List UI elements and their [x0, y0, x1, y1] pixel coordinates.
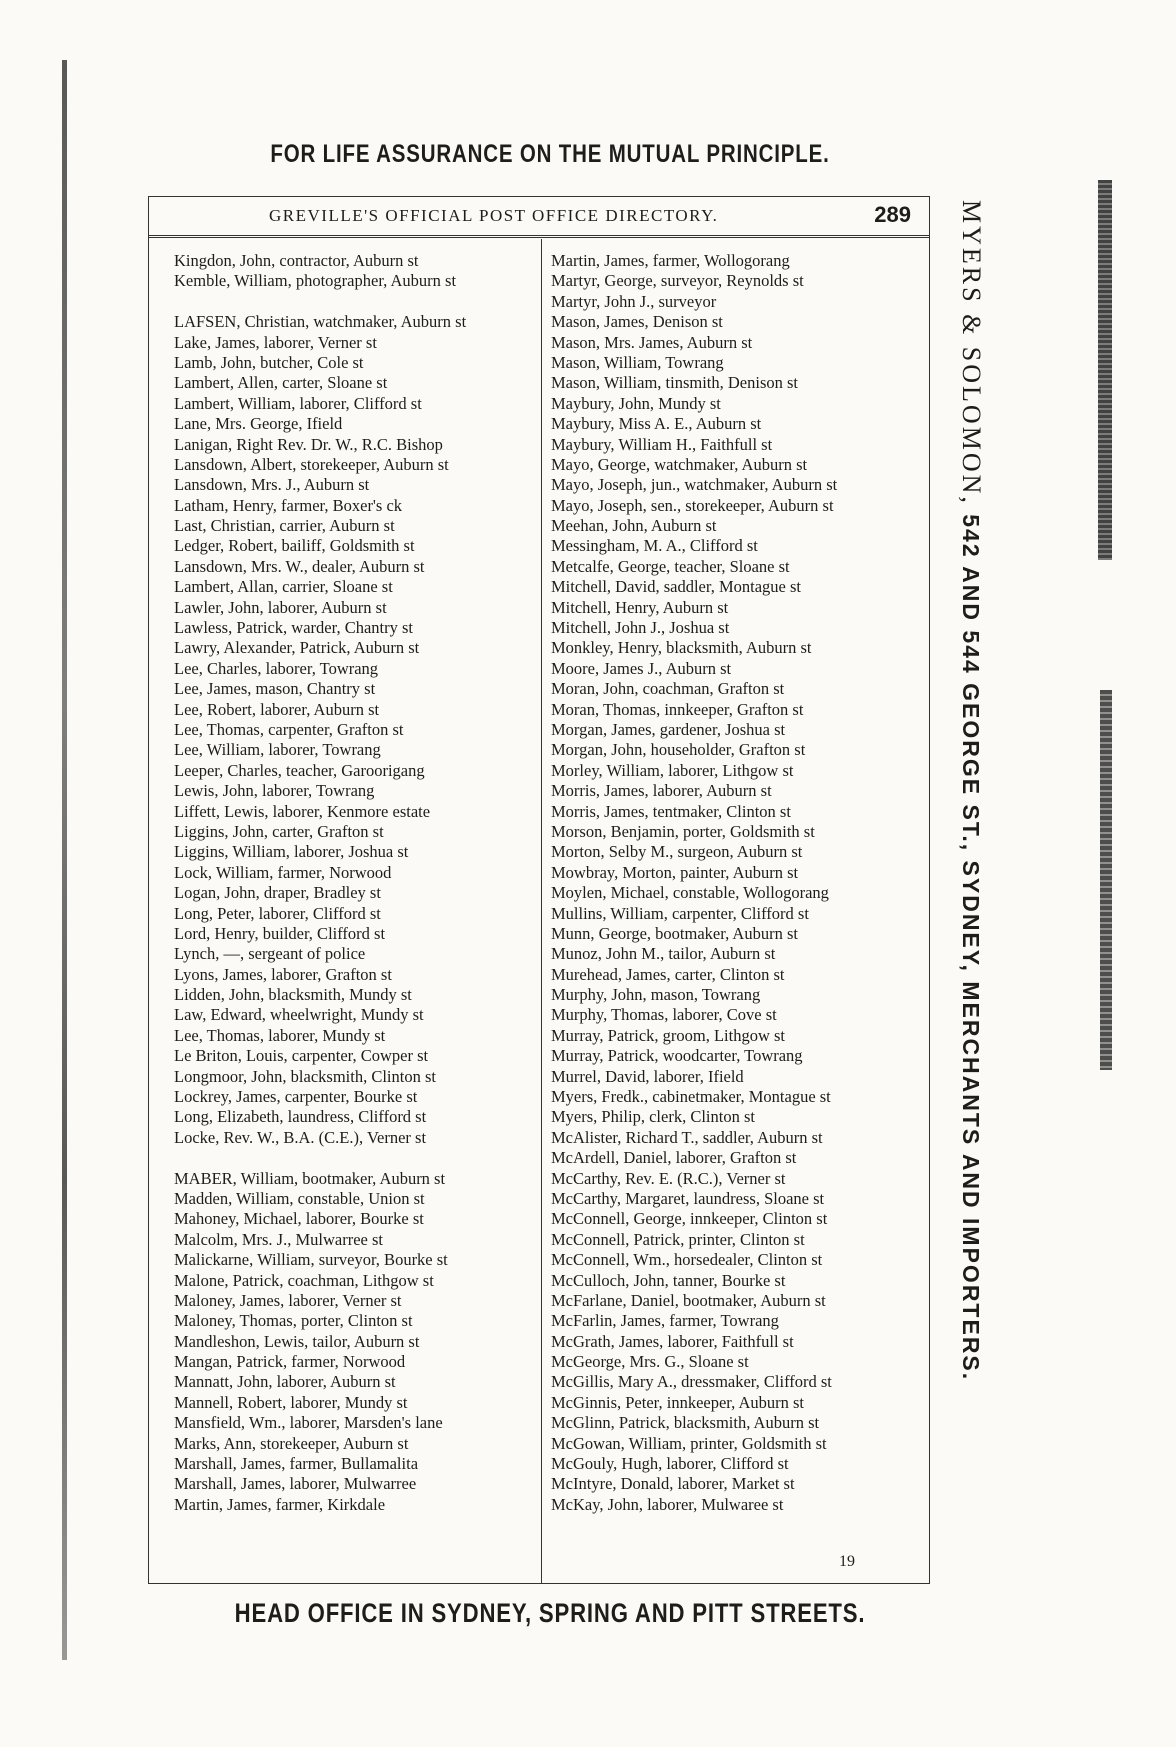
- directory-entry: Murphy, John, mason, Towrang: [551, 985, 761, 1005]
- directory-entry: Martyr, John J., surveyor: [551, 291, 717, 311]
- directory-entry: Lidden, John, blacksmith, Mundy st: [174, 985, 412, 1005]
- directory-entry: Mandleshon, Lewis, tailor, Auburn st: [174, 1331, 420, 1351]
- directory-entry: McGeorge, Mrs. G., Sloane st: [551, 1352, 749, 1372]
- directory-entry: McGowan, William, printer, Goldsmith st: [551, 1433, 827, 1453]
- directory-entry: Lansdown, Albert, storekeeper, Auburn st: [174, 454, 449, 474]
- page-number: 289: [874, 202, 911, 227]
- side-advertisement: [950, 200, 986, 1580]
- directory-entry: Lynch, —, sergeant of police: [174, 944, 366, 964]
- directory-entry: Lock, William, farmer, Norwood: [174, 862, 392, 882]
- directory-entry: Mayo, Joseph, sen., storekeeper, Auburn st: [551, 495, 834, 515]
- directory-entry: Maloney, James, laborer, Verner st: [174, 1290, 402, 1310]
- directory-entry: Mannell, Robert, laborer, Mundy st: [174, 1392, 408, 1412]
- directory-entry: Lambert, Allan, carrier, Sloane st: [174, 577, 393, 597]
- directory-entry: McGinnis, Peter, innkeeper, Auburn st: [551, 1392, 805, 1412]
- directory-entry: Martin, James, farmer, Wollogorang: [551, 251, 790, 270]
- directory-entry: McCulloch, John, tanner, Bourke st: [551, 1270, 786, 1290]
- directory-entry: Mason, William, tinsmith, Denison st: [551, 373, 798, 393]
- directory-entry: McGrath, James, laborer, Faithfull st: [551, 1331, 794, 1351]
- directory-entry: McGillis, Mary A., dressmaker, Clifford st: [551, 1372, 832, 1392]
- directory-entry: Lawler, John, laborer, Auburn st: [174, 597, 387, 617]
- directory-entry: Moore, James J., Auburn st: [551, 658, 732, 678]
- directory-entry: Maybury, John, Mundy st: [551, 393, 721, 413]
- directory-entry: Lansdown, Mrs. J., Auburn st: [174, 475, 370, 495]
- directory-entry: Morris, James, tentmaker, Clinton st: [551, 801, 791, 821]
- directory-page: [148, 196, 930, 1584]
- directory-entry: Mitchell, Henry, Auburn st: [551, 597, 729, 617]
- directory-entry: Lambert, William, laborer, Clifford st: [174, 393, 422, 413]
- directory-entry: Metcalfe, George, teacher, Sloane st: [551, 556, 790, 576]
- directory-entry: Lamb, John, butcher, Cole st: [174, 352, 364, 372]
- directory-entry: McConnell, George, innkeeper, Clinton st: [551, 1209, 828, 1229]
- directory-entry: Mansfield, Wm., laborer, Marsden's lane: [174, 1413, 443, 1433]
- directory-entry: Munoz, John M., tailor, Auburn st: [551, 944, 776, 964]
- directory-entry: McConnell, Patrick, printer, Clinton st: [551, 1229, 805, 1249]
- directory-entry: Law, Edward, wheelwright, Mundy st: [174, 1005, 424, 1025]
- column-divider: [541, 239, 542, 1583]
- directory-entry: MABER, William, bootmaker, Auburn st: [174, 1168, 446, 1188]
- directory-entry: Long, Elizabeth, laundress, Clifford st: [174, 1107, 427, 1127]
- directory-entry: Moylen, Michael, constable, Wollogorang: [551, 883, 829, 903]
- directory-entry: McFarlin, James, farmer, Towrang: [551, 1311, 779, 1331]
- directory-entry: Murrel, David, laborer, Ifield: [551, 1066, 744, 1086]
- directory-entry: Meehan, John, Auburn st: [551, 516, 717, 536]
- directory-entry: Lyons, James, laborer, Grafton st: [174, 964, 392, 984]
- directory-entry: McFarlane, Daniel, bootmaker, Auburn st: [551, 1290, 826, 1310]
- directory-entry: Latham, Henry, farmer, Boxer's ck: [174, 495, 403, 515]
- directory-entry: Lee, Thomas, laborer, Mundy st: [174, 1025, 386, 1045]
- directory-entry: Malcolm, Mrs. J., Mulwarree st: [174, 1229, 383, 1249]
- directory-entry: Mannatt, John, laborer, Auburn st: [174, 1372, 396, 1392]
- directory-entry: McAlister, Richard T., saddler, Auburn st: [551, 1127, 823, 1147]
- directory-entry: Lanigan, Right Rev. Dr. W., R.C. Bishop: [174, 434, 443, 454]
- directory-entry: Myers, Philip, clerk, Clinton st: [551, 1107, 755, 1127]
- directory-entry: Lee, James, mason, Chantry st: [174, 679, 376, 699]
- directory-entry: Locke, Rev. W., B.A. (C.E.), Verner st: [174, 1127, 427, 1147]
- directory-entry: Liggins, John, carter, Grafton st: [174, 821, 384, 841]
- directory-entry: Last, Christian, carrier, Auburn st: [174, 516, 395, 536]
- directory-entry: Mayo, George, watchmaker, Auburn st: [551, 454, 808, 474]
- directory-entry: Murray, Patrick, groom, Lithgow st: [551, 1025, 786, 1045]
- directory-entry: Lee, Thomas, carpenter, Grafton st: [174, 719, 404, 739]
- directory-entry: Mason, Mrs. James, Auburn st: [551, 332, 753, 352]
- directory-entry: Lawless, Patrick, warder, Chantry st: [174, 618, 413, 638]
- directory-entry: Mayo, Joseph, jun., watchmaker, Auburn st: [551, 475, 838, 495]
- directory-entry: Maybury, Miss A. E., Auburn st: [551, 414, 762, 434]
- directory-entry: Morris, James, laborer, Auburn st: [551, 781, 772, 801]
- directory-entry: Myers, Fredk., cabinetmaker, Montague st: [551, 1087, 831, 1107]
- directory-entry: Maloney, Thomas, porter, Clinton st: [174, 1311, 413, 1331]
- directory-entry: McGouly, Hugh, laborer, Clifford st: [551, 1454, 789, 1474]
- directory-entry: LAFSEN, Christian, watchmaker, Auburn st: [174, 312, 467, 332]
- directory-entry: Malone, Patrick, coachman, Lithgow st: [174, 1270, 434, 1290]
- left-column: [174, 251, 466, 1515]
- directory-entry: McCarthy, Rev. E. (R.C.), Verner st: [551, 1168, 786, 1188]
- directory-entry: Lee, William, laborer, Towrang: [174, 740, 381, 760]
- directory-entry: Liggins, William, laborer, Joshua st: [174, 842, 409, 862]
- directory-entry: McArdell, Daniel, laborer, Grafton st: [551, 1148, 797, 1168]
- directory-entry: Mangan, Patrick, farmer, Norwood: [174, 1352, 406, 1372]
- directory-entry: Malickarne, William, surveyor, Bourke st: [174, 1250, 448, 1270]
- advert-address: 542 AND 544 GEORGE ST., SYDNEY, MERCHANTS AND IMPORTERS.: [958, 514, 984, 1382]
- directory-entry: Kemble, William, photographer, Auburn st: [174, 271, 457, 291]
- directory-entry: Liffett, Lewis, laborer, Kenmore estate: [174, 801, 431, 821]
- top-banner: FOR LIFE ASSURANCE ON THE MUTUAL PRINCIPLE.: [270, 140, 830, 168]
- directory-entry: Mahoney, Michael, laborer, Bourke st: [174, 1209, 424, 1229]
- directory-entry: Morgan, James, gardener, Joshua st: [551, 719, 786, 739]
- directory-entry: Mullins, William, carpenter, Clifford st: [551, 903, 809, 923]
- directory-entry: Maybury, William H., Faithfull st: [551, 434, 773, 454]
- scan-edge-right: [1098, 180, 1112, 560]
- spacer: [174, 292, 466, 312]
- directory-entry: Morgan, John, householder, Grafton st: [551, 740, 806, 760]
- directory-entry: Mitchell, John J., Joshua st: [551, 618, 730, 638]
- directory-entry: Morton, Selby M., surgeon, Auburn st: [551, 842, 803, 862]
- directory-entry: Martin, James, farmer, Kirkdale: [174, 1494, 386, 1514]
- directory-entry: Lee, Charles, laborer, Towrang: [174, 658, 379, 678]
- directory-entry: Long, Peter, laborer, Clifford st: [174, 903, 381, 923]
- directory-entry: Munn, George, bootmaker, Auburn st: [551, 923, 798, 943]
- signature-mark: 19: [839, 1553, 855, 1570]
- directory-entry: Lake, James, laborer, Verner st: [174, 332, 377, 352]
- directory-entry: Martyr, George, surveyor, Reynolds st: [551, 271, 804, 291]
- directory-entry: Moran, John, coachman, Grafton st: [551, 679, 785, 699]
- directory-entry: Moran, Thomas, innkeeper, Grafton st: [551, 699, 804, 719]
- directory-entry: Mason, William, Towrang: [551, 352, 724, 372]
- directory-entry: Lockrey, James, carpenter, Bourke st: [174, 1087, 418, 1107]
- directory-entry: Marshall, James, farmer, Bullamalita: [174, 1454, 419, 1474]
- directory-entry: Morson, Benjamin, porter, Goldsmith st: [551, 821, 815, 841]
- directory-entry: Kingdon, John, contractor, Auburn st: [174, 251, 419, 270]
- directory-entry: Lambert, Allen, carter, Sloane st: [174, 373, 388, 393]
- directory-entry: Mitchell, David, saddler, Montague st: [551, 577, 801, 597]
- directory-entry: Marshall, James, laborer, Mulwarree: [174, 1474, 417, 1494]
- spacer: [174, 1148, 466, 1168]
- directory-entry: Lord, Henry, builder, Clifford st: [174, 923, 386, 943]
- scan-edge-left: [62, 60, 67, 1660]
- directory-title: GREVILLE'S OFFICIAL POST OFFICE DIRECTORY.: [269, 206, 719, 225]
- directory-entry: McConnell, Wm., horsedealer, Clinton st: [551, 1250, 823, 1270]
- directory-entry: Logan, John, draper, Bradley st: [174, 883, 381, 903]
- directory-entry: McCarthy, Margaret, laundress, Sloane st: [551, 1188, 825, 1208]
- directory-entry: Marks, Ann, storekeeper, Auburn st: [174, 1433, 409, 1453]
- directory-entry: Ledger, Robert, bailiff, Goldsmith st: [174, 536, 415, 556]
- directory-entry: Murray, Patrick, woodcarter, Towrang: [551, 1046, 803, 1066]
- scan-edge-right-lower: [1100, 690, 1112, 1070]
- directory-entry: Leeper, Charles, teacher, Garoorigang: [174, 760, 425, 780]
- directory-entry: Morley, William, laborer, Lithgow st: [551, 760, 794, 780]
- directory-entry: Lane, Mrs. George, Ifield: [174, 414, 343, 434]
- directory-entry: McIntyre, Donald, laborer, Market st: [551, 1474, 795, 1494]
- directory-entry: Lee, Robert, laborer, Auburn st: [174, 699, 380, 719]
- directory-entry: McGlinn, Patrick, blacksmith, Auburn st: [551, 1413, 820, 1433]
- bottom-banner: HEAD OFFICE IN SYDNEY, SPRING AND PITT STREETS.: [234, 1598, 866, 1628]
- directory-entry: Le Briton, Louis, carpenter, Cowper st: [174, 1046, 429, 1066]
- directory-entry: Mason, James, Denison st: [551, 312, 723, 332]
- directory-entry: Longmoor, John, blacksmith, Clinton st: [174, 1066, 436, 1086]
- right-column: [551, 251, 837, 1515]
- directory-entry: Murehead, James, carter, Clinton st: [551, 964, 785, 984]
- advert-firm: MYERS & SOLOMON,: [957, 200, 986, 506]
- directory-entry: Madden, William, constable, Union st: [174, 1188, 425, 1208]
- running-header: [149, 197, 929, 238]
- directory-entry: Mowbray, Morton, painter, Auburn st: [551, 862, 799, 882]
- directory-entry: Murphy, Thomas, laborer, Cove st: [551, 1005, 777, 1025]
- directory-entry: Lewis, John, laborer, Towrang: [174, 781, 375, 801]
- directory-entry: McKay, John, laborer, Mulwaree st: [551, 1494, 784, 1514]
- directory-entry: Lansdown, Mrs. W., dealer, Auburn st: [174, 556, 425, 576]
- directory-entry: Lawry, Alexander, Patrick, Auburn st: [174, 638, 420, 658]
- directory-entry: Monkley, Henry, blacksmith, Auburn st: [551, 638, 812, 658]
- directory-entry: Messingham, M. A., Clifford st: [551, 536, 758, 556]
